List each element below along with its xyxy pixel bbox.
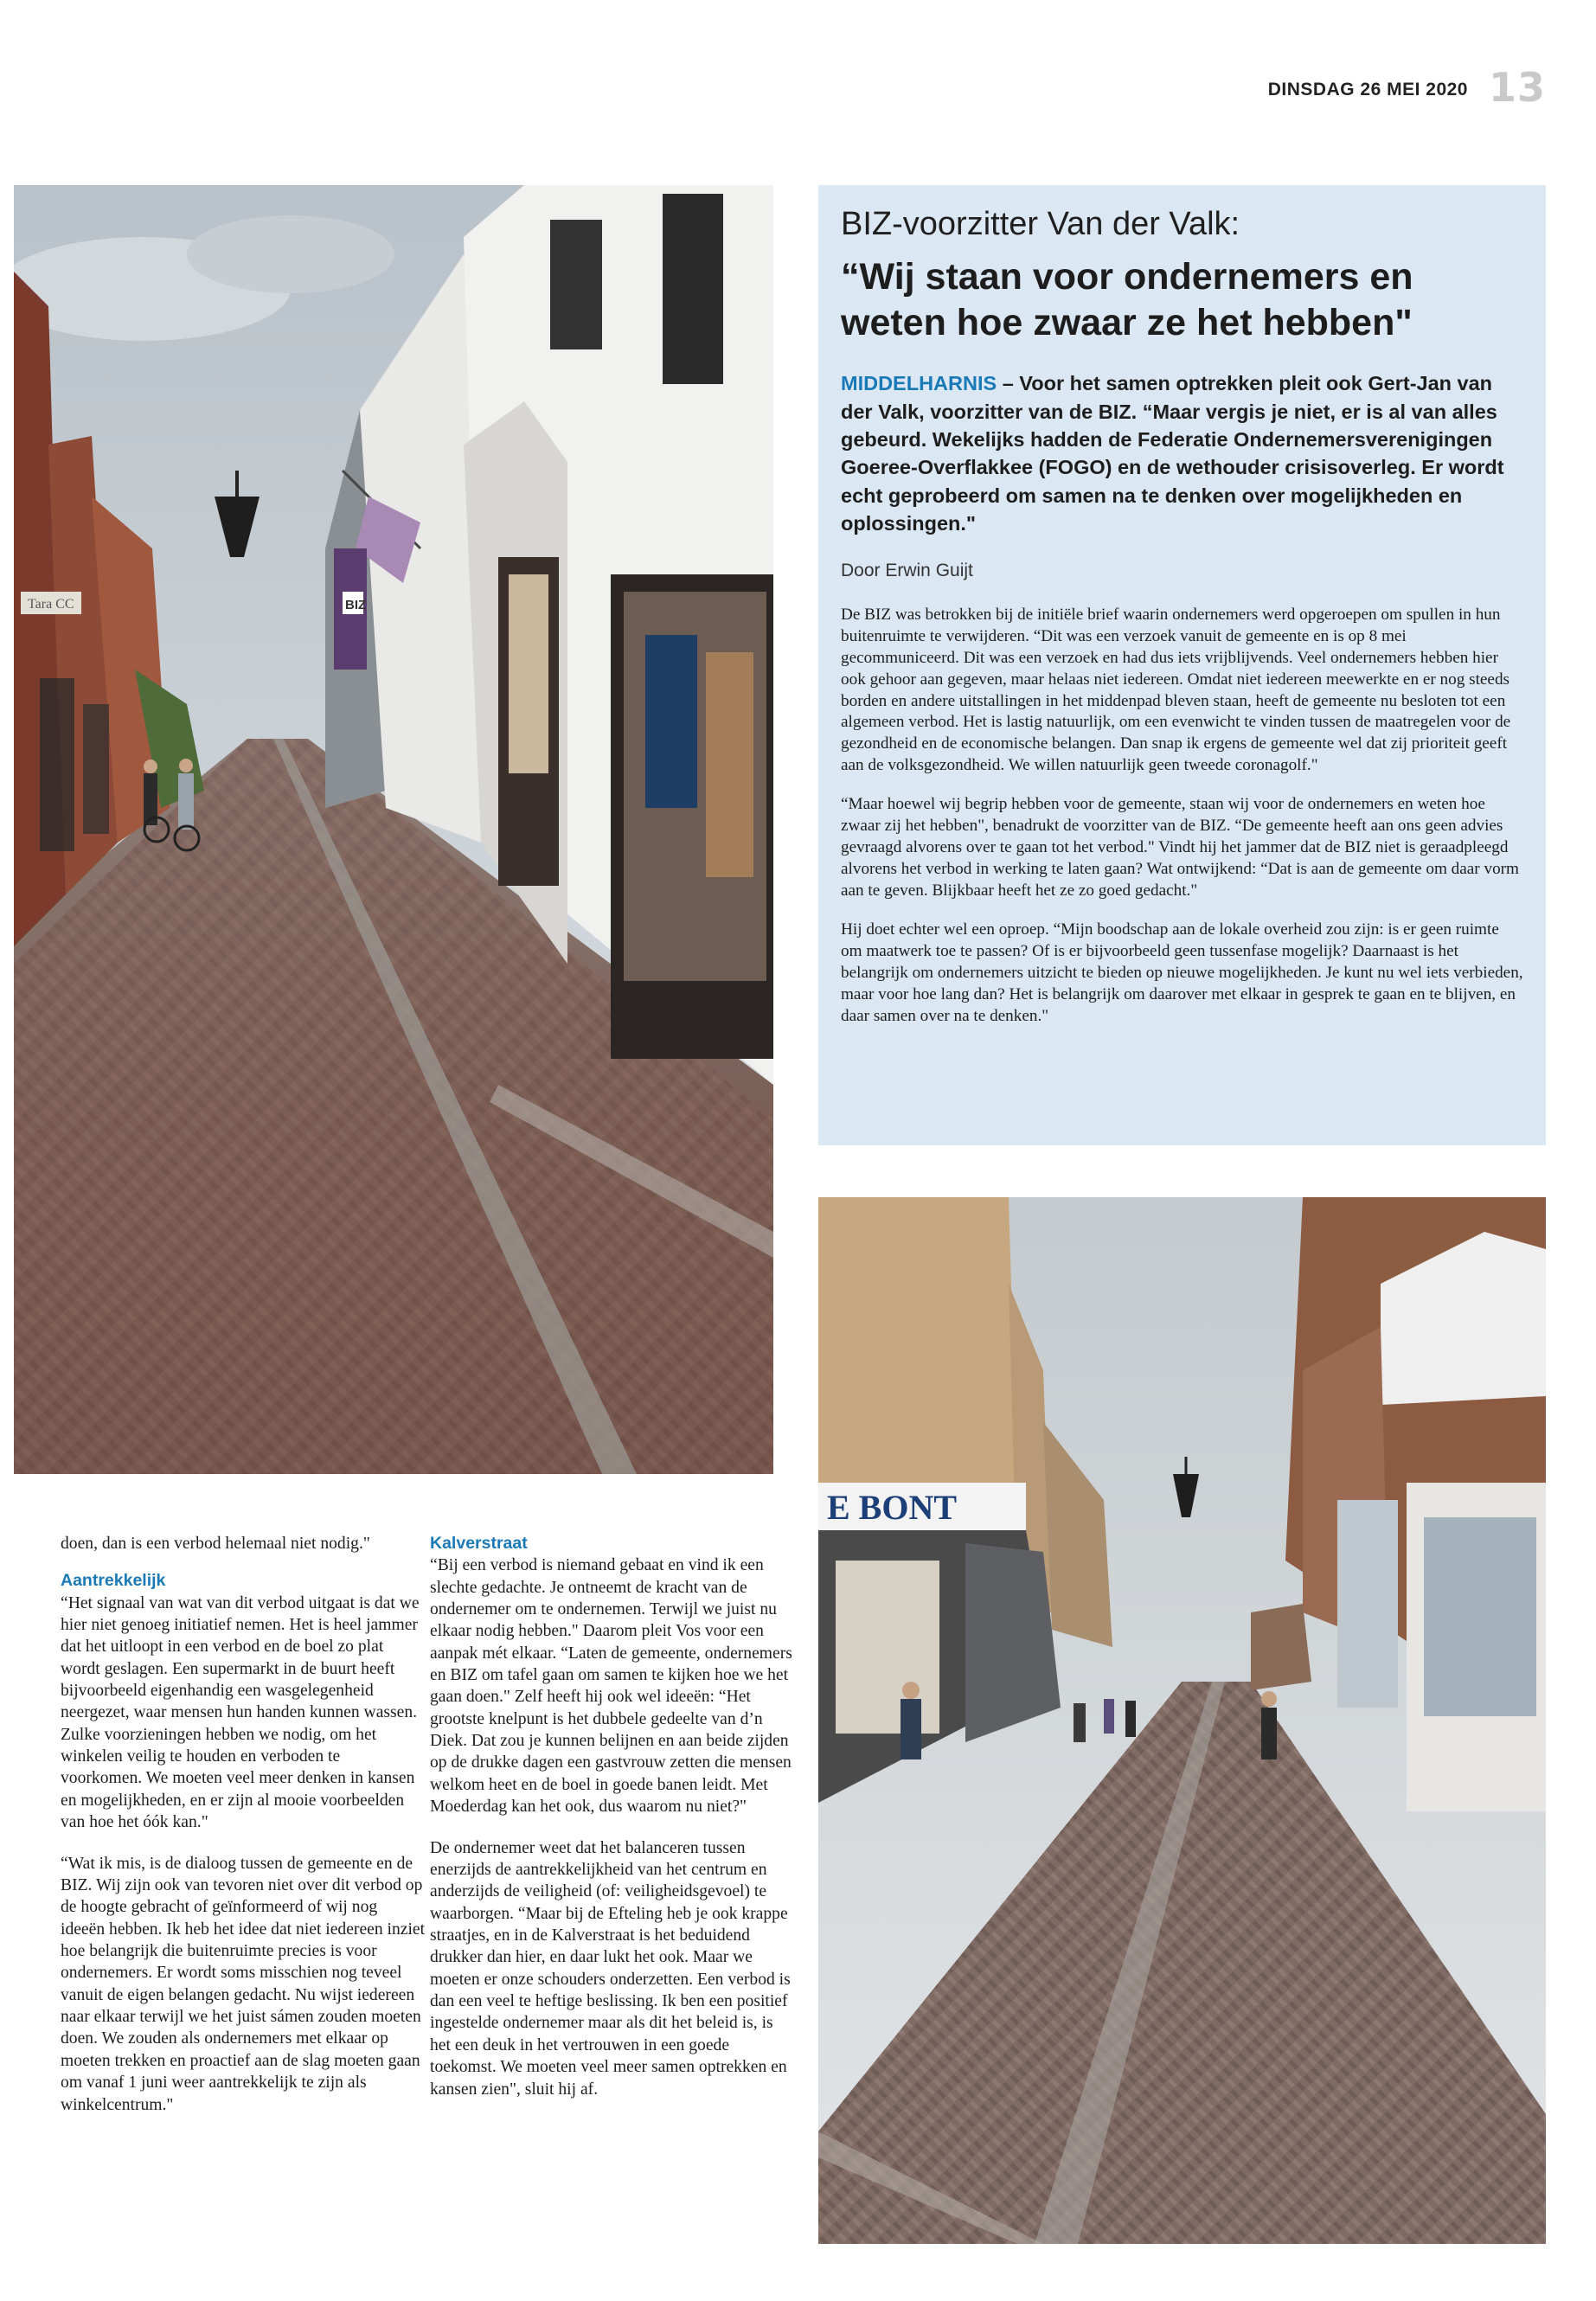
box-paragraph: “Maar hoewel wij begrip hebben voor de gemeente, staan wij voor de ondernemers en weten hoe zwaar zij het hebben", benadrukt de voorzitter van de BIZ. “De gemeente heeft aan ons geen advies gevraagd alvorens over te gaan tot het verbod." Vindt hij het jammer dat de BIZ niet is geraadpleegd alvorens het verbod in werking te laten gaan? Wat ontwijkend: “Dat is aan de gemeente om daar vorm aan te geven. Blijkbaar heeft het ze zo goed gedacht." — [841, 795, 1519, 901]
article-kicker: BIZ-voorzitter Van der Valk: — [841, 206, 1240, 242]
lead-text: – Voor het samen optrekken pleit ook Gert-Jan van der Valk, voorzitter van de BIZ. “Maar vergis je niet, er is al van alles gebeurd. Wekelijks hadden de Federatie Ondernemersverenigingen Goeree-Overflakkee (FOGO) en de wethouder crisisoverleg. Er wordt echt geprobeerd om samen na te denken over mogelijkheden en oplossingen." — [841, 372, 1504, 535]
box-paragraph: Hij doet echter wel een oproep. “Mijn boodschap aan de lokale overheid zou zijn: is er geen ruimte om maatwerk toe te passen? Of is er bijvoorbeeld geen tussenfase mogelijk? Daarnaast is het belangrijk om ondernemers uitzicht te bieden op nieuwe mogelijkheden. Je kunt nu wel iets verbieden, maar voor hoe lang dan? Het is belangrijk om daarover met elkaar in gesprek te gaan en te blijven, en daar samen over na te denken." — [841, 920, 1523, 1025]
article-column-1 — [61, 1533, 426, 2116]
interview-box — [818, 185, 1546, 1145]
column-paragraph: “Wat ik mis, is de dialoog tussen de gemeente en de BIZ. Wij zijn ook van tevoren niet over dit verbod op de hoogte gebracht of geïnformeerd of wij nog ideeën hebben. Ik heb het idee dat niet iedereen inziet hoe belangrijk die buitenruimte precies is voor ondernemers. Er wordt soms misschien nog teveel vanuit de eigen belangen gedacht. Nu wijst iedereen naar elkaar terwijl we het juist sámen zouden moeten doen. We zouden als ondernemers met elkaar op moeten trekken en proactief aan de slag moeten gaan om vanaf 1 juni weer aantrekkelijk te zijn als winkelcentrum." — [61, 1854, 426, 2114]
dateline: MIDDELHARNIS — [841, 372, 997, 395]
street-photo-left — [14, 185, 773, 1474]
street-photo-left-drawing — [14, 185, 773, 1474]
street-photo-right — [818, 1197, 1546, 2244]
column-paragraph: “Het signaal van wat van dit verbod uitgaat is dat we hier niet genoeg initiatief nemen. Het is heel jammer dat het uitloopt in een verbod en de boel zo plat wordt geslagen. Een supermarkt in de buurt heeft bijvoorbeeld eigenhandig een wasgelegenheid neergezet, waar mensen hun handen kunnen wassen. Zulke voorzieningen hebben we nodig, om het winkelen veilig te houden en verboden te voorkomen. We moeten veel meer denken in kansen en mogelijkheden, en er zijn al mooie voorbeelden van hoe het óók kan." — [61, 1593, 420, 1832]
page-number: 13 — [1488, 64, 1546, 111]
column-paragraph: De ondernemer weet dat het balanceren tussen enerzijds de aantrekkelijkheid van het centrum en anderzijds de veiligheid (of: veiligheidsgevoel) te waarborgen. “Maar bij de Efteling heb je ook krappe straatjes, en in de Kalverstraat is het beduidend drukker dan hier, en daar lukt het ook. Maar we moeten er onze schouders onderzetten. Een verbod is dan een veel te heftige beslissing. Ik ben een positief ingestelde ondernemer maar als dit het beleid is, is het een deuk in het vertrouwen in een goede toekomst. We moeten veel meer samen optrekken en kansen zien", sluit hij af. — [430, 1838, 791, 2099]
byline: Door Erwin Guijt — [841, 560, 973, 580]
article-column-2 — [430, 1533, 795, 2100]
sign-biz: BIZ — [345, 598, 367, 612]
shop-sign-tara: Tara CC — [28, 597, 74, 612]
article-headline: “Wij staan voor ondernemers en weten hoe zwaar ze het hebben" — [841, 255, 1413, 344]
subhead-kalverstraat: Kalverstraat — [430, 1534, 528, 1553]
shop-sign-bont: E BONT — [827, 1488, 958, 1527]
street-photo-right-drawing — [818, 1197, 1546, 2244]
column-paragraph: “Bij een verbod is niemand gebaat en vind ik een slechte gedachte. Je ontneemt de kracht van de ondernemer om te ondernemen. Terwijl we juist nu elkaar nodig hebben." Daarom pleit Vos voor een aanpak mét elkaar. “Laten de gemeente, ondernemers en BIZ om tafel gaan om samen te kijken hoe we het gaan doen." Zelf heeft hij ook wel ideeën: “Het grootste knelpunt is het dubbele gedeelte van d’n Diek. Dat zou je kunnen belijnen en aan beide zijden op de drukke dagen een gastvrouw zetten die mensen welkom heet en de boel in goede banen leidt. Met Moederdag kan het ook, dus waarom nu niet?" — [430, 1556, 792, 1817]
box-paragraph: De BIZ was betrokken bij de initiële brief waarin ondernemers werd opgeroepen om spullen in hun buitenruimte te verwijderen. “Dit was een verzoek vanuit de gemeente en is op 8 mei gecommuniceerd. Dit was een verzoek en had dus iets vrijblijvends. Veel ondernemers hebben hier ook gehoor aan gegeven, maar helaas niet iedereen. Omdat niet iedereen meewerkte en er nog steeds borden en andere uitstallingen in het middenpad bleven staan, heeft de gemeente nu besloten tot een algemeen verbod. Het is lastig natuurlijk, om een evenwicht te vinden tussen de maatregelen voor de gezondheid en de economische belangen. Dan snap ik ergens de gemeente wel dat zij prioriteit geeft aan de volksgezondheid. We willen natuurlijk geen tweede coronagolf." — [841, 605, 1511, 775]
article-lead — [841, 369, 1523, 538]
column-paragraph: doen, dan is een verbod helemaal niet nodig." — [61, 1535, 370, 1553]
page-date: DINSDAG 26 MEI 2020 — [1267, 80, 1468, 99]
subhead-aantrekkelijk: Aantrekkelijk — [61, 1571, 166, 1591]
